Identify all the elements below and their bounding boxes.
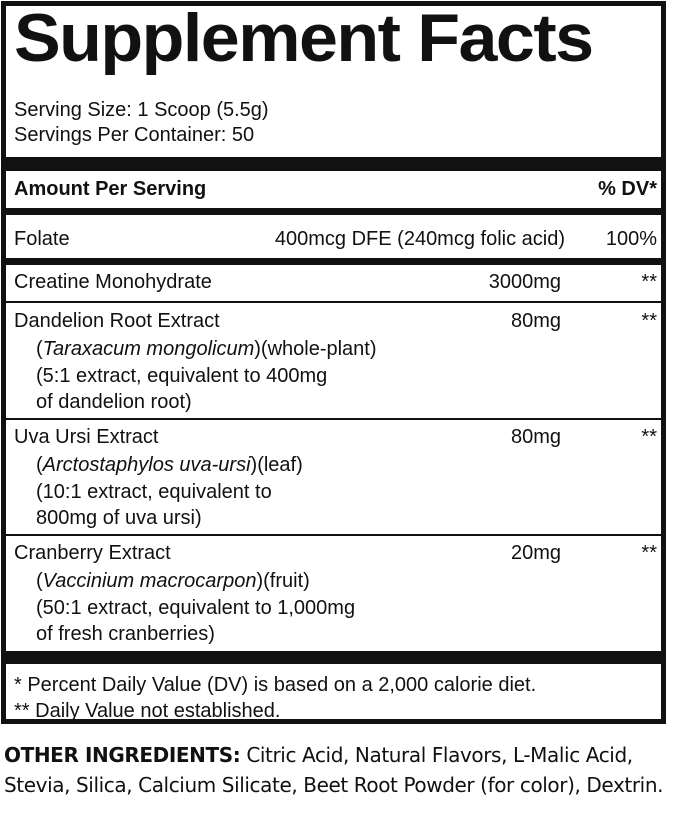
cranberry-dv: ** — [641, 542, 657, 564]
uva-ursi-name: Uva Ursi Extract — [14, 426, 159, 448]
folate-amount: 400mcg DFE (240mcg folic acid) — [274, 228, 565, 250]
other-ingredients-text: Citric Acid, Natural Flavors, L-Malic Acid, Stevia, Silica, Calcium Silicate, Beet Root Powder (for color), Dextrin. — [4, 743, 664, 797]
cranberry-amount: 20mg — [510, 542, 561, 564]
other-ingredients — [4, 740, 674, 800]
cranberry-latin: (Vaccinium macrocarpon)(fruit) — [36, 570, 310, 592]
dv-footnote: * Percent Daily Value (DV) is based on a 2,000 calorie diet. — [14, 674, 537, 696]
supplement-facts-panel — [1, 1, 666, 724]
dv-header: % DV* — [598, 178, 657, 200]
creatine-name: Creatine Monohydrate — [14, 271, 212, 293]
dandelion-dv: ** — [641, 310, 657, 332]
header-divider — [6, 208, 661, 215]
section-divider — [6, 258, 661, 265]
servings-per-container: Servings Per Container: 50 — [14, 124, 255, 146]
uva-ursi-equivalent-note: 800mg of uva ursi) — [36, 507, 202, 529]
row-divider — [6, 301, 661, 303]
folate-name: Folate — [14, 228, 70, 250]
thick-divider — [6, 157, 661, 171]
amount-per-serving-header: Amount Per Serving — [14, 178, 207, 200]
creatine-amount: 3000mg — [488, 271, 561, 293]
dandelion-name: Dandelion Root Extract — [14, 310, 220, 332]
row-divider — [6, 534, 661, 536]
cranberry-equivalent-note: of fresh cranberries) — [36, 623, 215, 645]
dandelion-latin: (Taraxacum mongolicum)(whole-plant) — [36, 338, 377, 360]
dandelion-amount: 80mg — [510, 310, 561, 332]
dandelion-equivalent-note: of dandelion root) — [36, 391, 192, 413]
uva-ursi-latin: (Arctostaphylos uva-ursi)(leaf) — [36, 454, 303, 476]
uva-ursi-extract-note: (10:1 extract, equivalent to — [36, 481, 272, 503]
uva-ursi-amount: 80mg — [510, 426, 561, 448]
thick-divider — [6, 651, 661, 664]
row-divider — [6, 418, 661, 420]
other-ingredients-label: OTHER INGREDIENTS: — [4, 743, 241, 767]
dandelion-extract-note: (5:1 extract, equivalent to 400mg — [36, 365, 328, 387]
cranberry-name: Cranberry Extract — [14, 542, 171, 564]
folate-dv: 100% — [605, 228, 657, 250]
creatine-dv: ** — [641, 271, 657, 293]
uva-ursi-dv: ** — [641, 426, 657, 448]
not-established-footnote: ** Daily Value not established. — [14, 700, 281, 722]
cranberry-extract-note: (50:1 extract, equivalent to 1,000mg — [36, 597, 356, 619]
panel-title: Supplement Facts — [14, 0, 593, 76]
serving-size: Serving Size: 1 Scoop (5.5g) — [14, 99, 269, 121]
